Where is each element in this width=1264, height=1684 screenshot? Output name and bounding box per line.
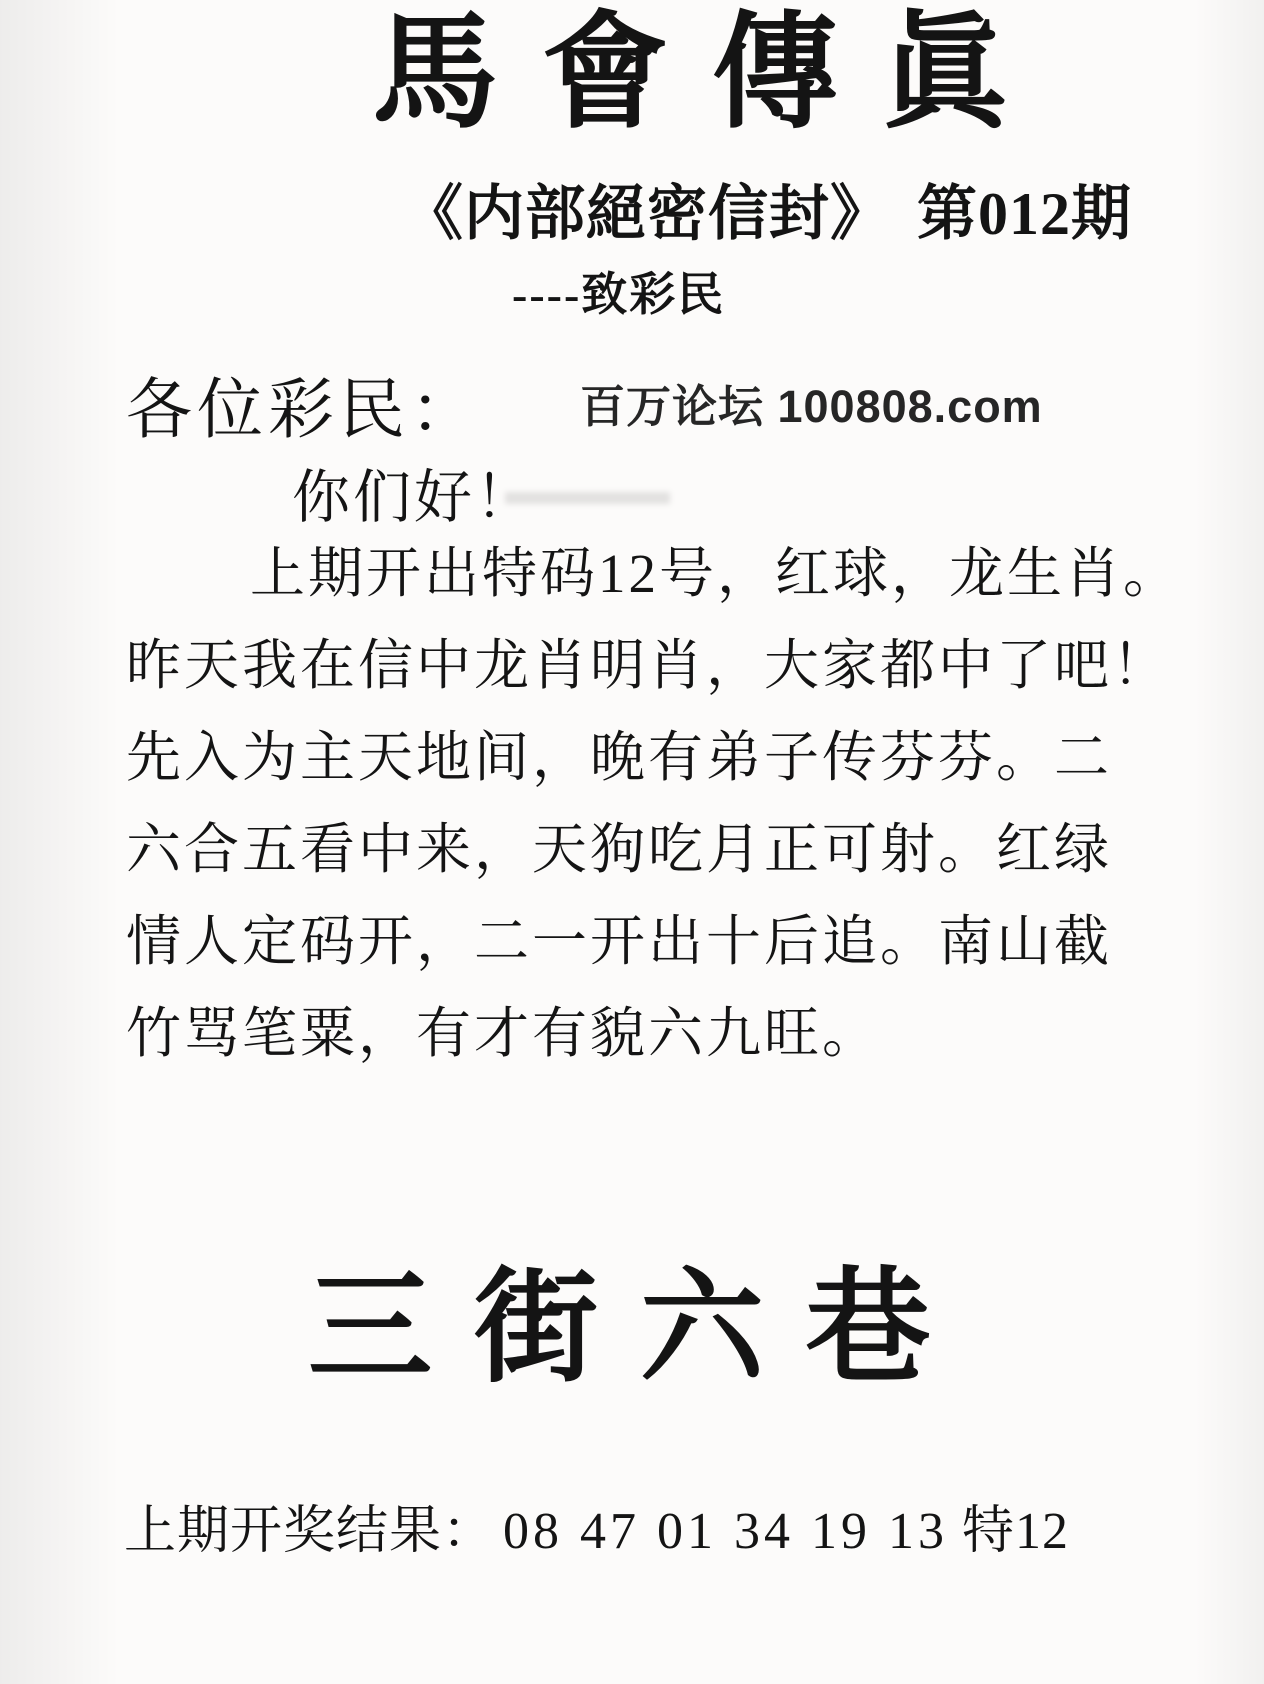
highlight-phrase: 三街六巷 bbox=[308, 1260, 973, 1397]
salutation-line: 各位彩民： bbox=[126, 374, 481, 447]
result-special-number: 特12 bbox=[962, 1503, 1070, 1560]
greeting-line: 你们好！ bbox=[292, 465, 537, 530]
watermark-text: 百万论坛 100808.com bbox=[580, 381, 1043, 432]
body-line: 情人定码开，二一开出十后追。南山截 bbox=[126, 911, 1113, 972]
scan-smudge bbox=[505, 492, 670, 504]
body-line: 竹骂笔粟，有才有貌六九旺。 bbox=[126, 1003, 881, 1064]
body-line: 昨天我在信中龙肖明肖，大家都中了吧！ bbox=[126, 635, 1171, 696]
issue-number: 第012期 bbox=[917, 181, 1132, 247]
result-label: 上期开奖结果： bbox=[124, 1503, 496, 1560]
scan-edge-shadow-left bbox=[0, 0, 120, 1684]
body-line: 上期开出特码12号，红球，龙生肖。 bbox=[250, 543, 1182, 604]
document-title: 馬會傳眞 bbox=[372, 5, 1052, 144]
result-numbers: 08 47 01 34 19 13 bbox=[503, 1503, 949, 1560]
body-line: 先入为主天地间，晚有弟子传芬芬。二 bbox=[126, 727, 1113, 788]
body-line: 六合五看中来，天狗吃月正可射。红绿 bbox=[126, 819, 1113, 880]
letter-body bbox=[126, 528, 1182, 1080]
dedication-line: ----致彩民 bbox=[512, 269, 726, 320]
document-subtitle bbox=[403, 166, 1132, 252]
last-draw-result bbox=[124, 1488, 1069, 1563]
subtitle-envelope-label: 《内部絕密信封》 bbox=[403, 181, 891, 247]
scan-edge-shadow-right bbox=[1194, 0, 1264, 1684]
